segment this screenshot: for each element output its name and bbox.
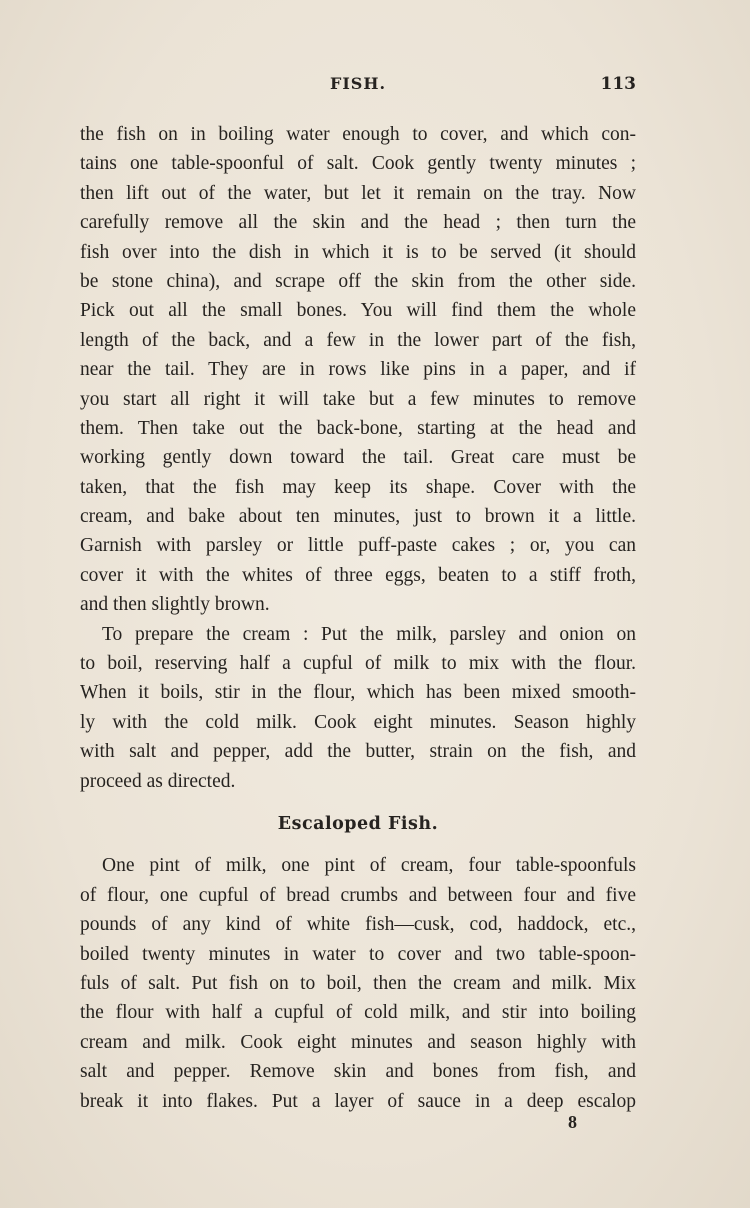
- text-line: One pint of milk, one pint of cream, four table-spoonfuls: [102, 855, 636, 877]
- running-title: FISH.: [329, 74, 387, 93]
- text-line: boiled twenty minutes in water to cover and two table-spoon-: [80, 943, 636, 965]
- text-line: cream, and bake about ten minutes, just to brown it a little.: [80, 506, 636, 528]
- text-line: salt and pepper. Remove skin and bones from fish, and: [80, 1061, 636, 1083]
- text-line: Garnish with parsley or little puff-paste cakes ; or, you can: [80, 535, 636, 557]
- text-line: break it into flakes. Put a layer of sauce in a deep escalop: [80, 1090, 636, 1112]
- section-heading: Escaloped Fish.: [277, 813, 439, 834]
- text-line: To prepare the cream : Put the milk, parsley and onion on: [102, 623, 636, 645]
- text-line: then lift out of the water, but let it remain on the tray. Now: [80, 182, 636, 204]
- text-line: proceed as directed.: [80, 770, 236, 792]
- page-number: 113: [600, 74, 636, 94]
- text-line: of flour, one cupful of bread crumbs and between four and five: [80, 884, 636, 906]
- paragraph-escaloped-fish: [80, 851, 636, 1116]
- text-line: cover it with the whites of three eggs, beaten to a stiff froth,: [80, 564, 636, 586]
- signature-mark: 8: [568, 1112, 577, 1132]
- running-head: [80, 74, 636, 100]
- text-line: When it boils, stir in the flour, which has been mixed smooth-: [80, 682, 636, 704]
- text-line: to boil, reserving half a cupful of milk to mix with the flour.: [80, 653, 636, 675]
- text-line: fuls of salt. Put fish on to boil, then the cream and milk. Mix: [80, 972, 636, 994]
- body-text: [80, 120, 636, 1116]
- text-line: the fish on in boiling water enough to cover, and which con-: [80, 124, 636, 145]
- text-line: carefully remove all the skin and the head ; then turn the: [80, 212, 636, 234]
- text-line: tains one table-spoonful of salt. Cook gently twenty minutes ;: [80, 153, 636, 175]
- text-line: length of the back, and a few in the lower part of the fish,: [80, 329, 636, 351]
- text-line: near the tail. They are in rows like pins in a paper, and if: [80, 359, 636, 381]
- text-line: you start all right it will take but a few minutes to remove: [80, 388, 636, 410]
- text-line: pounds of any kind of white fish—cusk, cod, haddock, etc.,: [80, 914, 636, 936]
- text-line: the flour with half a cupful of cold milk, and stir into boiling: [80, 1002, 636, 1024]
- text-line: fish over into the dish in which it is to be served (it should: [80, 241, 636, 263]
- paragraph-cream-preparation: [80, 620, 636, 796]
- text-line: and then slightly brown.: [80, 594, 270, 616]
- text-line: working gently down toward the tail. Great care must be: [80, 447, 636, 469]
- text-line: with salt and pepper, add the butter, strain on the fish, and: [80, 741, 636, 763]
- text-line: ly with the cold milk. Cook eight minutes. Season highly: [80, 711, 636, 733]
- paragraph-fish-preparation: [80, 120, 636, 620]
- text-line: be stone china), and scrape off the skin from the other side.: [80, 270, 636, 292]
- text-line: Pick out all the small bones. You will find them the whole: [80, 300, 636, 322]
- text-line: them. Then take out the back-bone, starting at the head and: [80, 417, 636, 439]
- text-line: cream and milk. Cook eight minutes and season highly with: [80, 1031, 636, 1053]
- text-line: taken, that the fish may keep its shape. Cover with the: [80, 476, 636, 498]
